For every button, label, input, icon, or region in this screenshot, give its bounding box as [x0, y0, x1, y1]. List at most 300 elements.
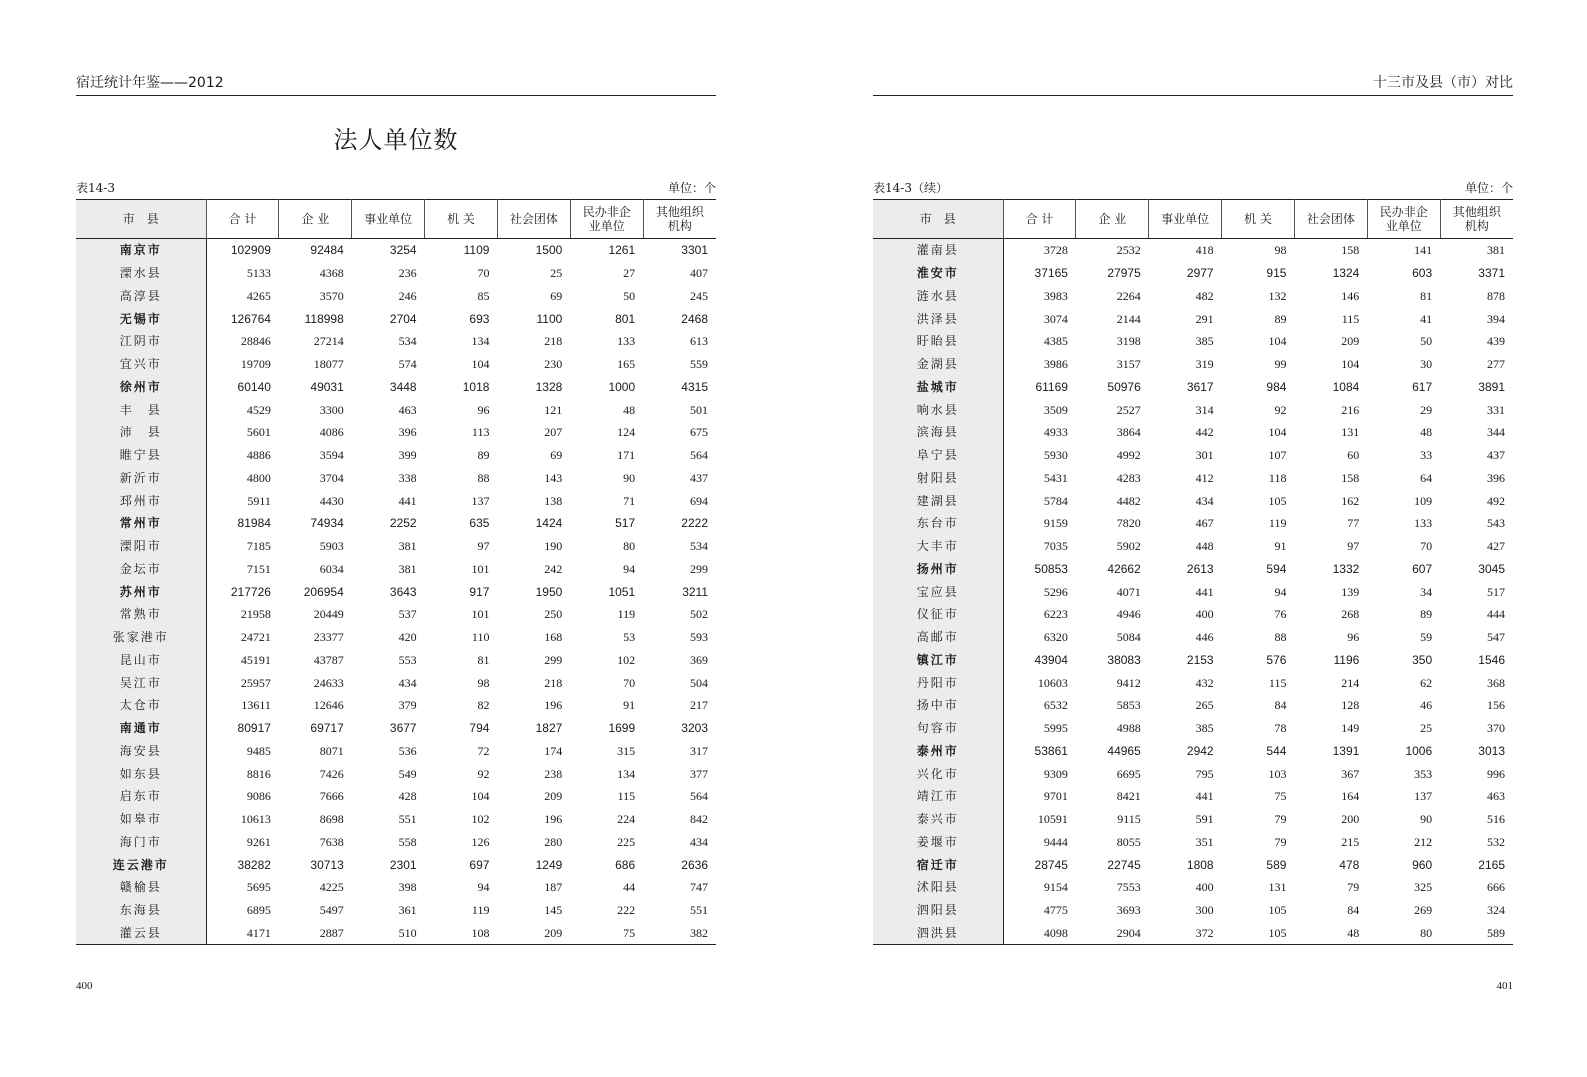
region-name: 姜堰市	[873, 831, 1003, 854]
table-cell: 607	[1412, 561, 1433, 576]
table-cell: 25	[1420, 721, 1433, 736]
table-row	[76, 285, 716, 308]
table-cell: 43904	[1034, 652, 1068, 667]
table-cell: 5930	[1043, 448, 1068, 463]
table-cell: 69	[550, 448, 563, 463]
table-cell: 400	[1195, 880, 1214, 895]
table-row	[873, 671, 1513, 694]
table-row	[76, 512, 716, 535]
table-row	[76, 421, 716, 444]
table-cell: 115	[617, 789, 636, 804]
table-cell: 230	[544, 357, 563, 372]
table-cell: 878	[1487, 288, 1505, 303]
table-cell: 9154	[1043, 880, 1068, 895]
table-cell: 501	[690, 402, 708, 417]
table-cell: 190	[544, 539, 563, 554]
table-cell: 50	[623, 288, 636, 303]
table-cell: 3254	[389, 243, 417, 258]
region-name: 泗阳县	[873, 899, 1003, 922]
running-head: 十三市及县（市）对比	[873, 73, 1513, 96]
table-cell: 4946	[1116, 607, 1141, 622]
table-cell: 1109	[463, 243, 490, 258]
table-row	[76, 580, 716, 603]
table-cell: 6695	[1116, 766, 1141, 781]
table-cell: 4385	[1043, 334, 1068, 349]
table-cell: 225	[617, 834, 636, 849]
region-name: 射阳县	[873, 467, 1003, 490]
column-header-label: 合 计	[1025, 212, 1054, 226]
table-cell: 70	[623, 675, 636, 690]
table-cell: 3704	[319, 470, 344, 485]
table-cell: 9412	[1116, 675, 1141, 690]
table-cell: 4933	[1043, 425, 1068, 440]
table-cell: 2527	[1116, 402, 1141, 417]
region-name: 大丰市	[873, 535, 1003, 558]
table-cell: 420	[398, 630, 417, 645]
table-cell: 4886	[246, 448, 271, 463]
region-name: 灌南县	[873, 239, 1003, 262]
table-cell: 134	[471, 334, 490, 349]
table-cell: 115	[1268, 675, 1287, 690]
table-cell: 9309	[1043, 766, 1068, 781]
table-cell: 96	[477, 402, 490, 417]
table-row	[76, 671, 716, 694]
table-cell: 2532	[1116, 243, 1141, 258]
table-cell: 1391	[1332, 743, 1360, 758]
table-cell: 2264	[1116, 288, 1141, 303]
column-header-label: 其他组织 机构	[655, 205, 704, 233]
table-cell: 7638	[319, 834, 344, 849]
region-name: 无锡市	[76, 307, 206, 330]
table-cell: 1018	[462, 379, 490, 394]
table-cell: 10603	[1037, 675, 1068, 690]
table-cell: 146	[1341, 288, 1360, 303]
table-cell: 686	[615, 857, 636, 872]
table-cell: 434	[1195, 493, 1214, 508]
table-cell: 441	[398, 493, 417, 508]
table-cell: 97	[477, 539, 490, 554]
table-cell: 90	[1420, 812, 1433, 827]
table-cell: 1006	[1405, 743, 1433, 758]
table-row	[76, 535, 716, 558]
table-cell: 589	[1266, 857, 1287, 872]
table-cell: 48	[1420, 425, 1433, 440]
table-cell: 315	[617, 743, 636, 758]
table-cell: 41	[1420, 311, 1433, 326]
table-cell: 549	[398, 766, 417, 781]
table-cell: 666	[1487, 880, 1505, 895]
table-row	[873, 376, 1513, 399]
table-cell: 143	[544, 470, 563, 485]
region-name: 海安县	[76, 740, 206, 763]
table-cell: 18077	[313, 357, 344, 372]
column-header	[1440, 200, 1513, 239]
table-cell: 492	[1487, 493, 1505, 508]
table-cell: 126764	[230, 311, 271, 326]
table-cell: 70	[477, 266, 490, 281]
table-cell: 48	[1347, 925, 1360, 940]
table-cell: 79	[1274, 812, 1287, 827]
table-cell: 50976	[1107, 379, 1141, 394]
table-cell: 131	[1341, 425, 1360, 440]
table-cell: 99	[1274, 357, 1287, 372]
table-cell: 206954	[303, 584, 344, 599]
page-number: 401	[1496, 980, 1513, 992]
table-cell: 94	[1274, 584, 1287, 599]
table-cell: 49031	[310, 379, 344, 394]
table-cell: 76	[1274, 607, 1287, 622]
region-name: 苏州市	[76, 580, 206, 603]
table-cell: 517	[1487, 584, 1505, 599]
table-cell: 50853	[1034, 561, 1068, 576]
table-cell: 504	[690, 675, 708, 690]
table-cell: 27975	[1107, 266, 1141, 281]
table-cell: 38083	[1107, 652, 1141, 667]
table-cell: 591	[1195, 812, 1214, 827]
table-cell: 134	[617, 766, 636, 781]
table-cell: 372	[1195, 925, 1214, 940]
table-cell: 43787	[313, 652, 344, 667]
region-name: 响水县	[873, 398, 1003, 421]
table-cell: 60	[1347, 448, 1360, 463]
table-cell: 319	[1195, 357, 1214, 372]
table-cell: 19709	[240, 357, 271, 372]
running-head: 宿迁统计年鉴——2012	[76, 73, 716, 96]
column-header	[352, 200, 425, 239]
table-cell: 7666	[319, 789, 344, 804]
column-header-label: 社会团体	[509, 212, 558, 226]
table-row	[76, 353, 716, 376]
table-cell: 137	[1414, 789, 1433, 804]
table-row	[76, 785, 716, 808]
region-name: 高淳县	[76, 285, 206, 308]
table-cell: 795	[1195, 766, 1214, 781]
table-cell: 537	[398, 607, 417, 622]
unit-label: 单位：个	[667, 181, 716, 195]
region-name: 沛 县	[76, 421, 206, 444]
table-cell: 90	[623, 470, 636, 485]
table-cell: 463	[398, 402, 417, 417]
table-cell: 478	[1339, 857, 1360, 872]
table-cell: 7426	[319, 766, 344, 781]
table-row	[873, 717, 1513, 740]
table-cell: 418	[1195, 243, 1214, 258]
table-cell: 92	[1274, 402, 1287, 417]
table-row	[76, 239, 716, 262]
table-cell: 3371	[1478, 266, 1505, 281]
table-cell: 89	[1420, 607, 1433, 622]
table-cell: 94	[477, 880, 490, 895]
region-name: 泗洪县	[873, 922, 1003, 945]
region-name: 句容市	[873, 717, 1003, 740]
table-cell: 145	[544, 903, 563, 918]
table-cell: 3300	[319, 402, 344, 417]
region-name: 金湖县	[873, 353, 1003, 376]
column-header-label: 企 业	[1098, 212, 1127, 226]
table-cell: 94	[623, 561, 636, 576]
table-cell: 62	[1420, 675, 1433, 690]
table-cell: 103	[1268, 766, 1287, 781]
column-header-label: 社会团体	[1306, 212, 1355, 226]
table-cell: 434	[690, 834, 708, 849]
table-cell: 3157	[1116, 357, 1141, 372]
table-cell: 5903	[319, 539, 344, 554]
table-cell: 432	[1195, 675, 1214, 690]
table-cell: 215	[1341, 834, 1360, 849]
table-cell: 92	[477, 766, 490, 781]
table-cell: 265	[1195, 698, 1214, 713]
table-cell: 444	[1487, 607, 1505, 622]
table-cell: 118998	[304, 311, 344, 326]
table-cell: 553	[398, 652, 417, 667]
table-cell: 24721	[240, 630, 271, 645]
region-name: 南通市	[76, 717, 206, 740]
region-name: 丰 县	[76, 398, 206, 421]
table-cell: 133	[617, 334, 636, 349]
table-cell: 448	[1195, 539, 1214, 554]
table-cell: 5601	[246, 425, 271, 440]
table-cell: 1261	[608, 243, 636, 258]
table-cell: 102909	[230, 243, 271, 258]
table-cell: 428	[398, 789, 417, 804]
table-cell: 82	[477, 698, 490, 713]
table-cell: 299	[690, 561, 708, 576]
table-cell: 1332	[1332, 561, 1360, 576]
table-cell: 9444	[1043, 834, 1068, 849]
table-cell: 377	[690, 766, 708, 781]
table-cell: 277	[1487, 357, 1505, 372]
table-cell: 510	[398, 925, 417, 940]
table-cell: 149	[1341, 721, 1360, 736]
table-cell: 4315	[681, 379, 708, 394]
left-page	[76, 0, 716, 1077]
table-cell: 532	[1487, 834, 1505, 849]
table-cell: 1196	[1333, 652, 1360, 667]
table-cell: 502	[690, 607, 708, 622]
table-cell: 72	[477, 743, 490, 758]
column-header-label: 事业单位	[1161, 212, 1210, 226]
table-cell: 79	[1274, 834, 1287, 849]
table-cell: 218	[544, 334, 563, 349]
table-row	[873, 603, 1513, 626]
table-cell: 30713	[310, 857, 344, 872]
table-cell: 5995	[1043, 721, 1068, 736]
table-row	[76, 262, 716, 285]
table-cell: 101	[471, 561, 490, 576]
table-cell: 70	[1420, 539, 1433, 554]
table-cell: 437	[690, 470, 708, 485]
region-name: 如皋市	[76, 808, 206, 831]
table-row	[873, 785, 1513, 808]
table-cell: 8816	[246, 766, 271, 781]
table-cell: 2636	[681, 857, 708, 872]
table-cell: 434	[398, 675, 417, 690]
table-cell: 2144	[1116, 311, 1141, 326]
table-cell: 3570	[319, 288, 344, 303]
table-row	[76, 376, 716, 399]
table-cell: 574	[398, 357, 417, 372]
table-cell: 697	[469, 857, 490, 872]
table-cell: 242	[544, 561, 563, 576]
table-cell: 89	[477, 448, 490, 463]
table-row	[873, 398, 1513, 421]
table-cell: 3045	[1478, 561, 1505, 576]
table-cell: 131	[1268, 880, 1287, 895]
table-cell: 33	[1420, 448, 1433, 463]
table-cell: 5084	[1116, 630, 1141, 645]
table-cell: 517	[615, 516, 636, 531]
region-name: 盐城市	[873, 376, 1003, 399]
table-cell: 4800	[246, 470, 271, 485]
table-row	[873, 922, 1513, 945]
table-cell: 20449	[313, 607, 344, 622]
table-cell: 381	[398, 561, 417, 576]
table-cell: 984	[1266, 379, 1287, 394]
table-cell: 27	[623, 266, 636, 281]
table-cell: 104	[1341, 357, 1360, 372]
table-cell: 4430	[319, 493, 344, 508]
table-cell: 209	[544, 925, 563, 940]
table-cell: 119	[617, 607, 636, 622]
region-name: 沭阳县	[873, 876, 1003, 899]
region-name: 涟水县	[873, 285, 1003, 308]
table-cell: 412	[1195, 470, 1214, 485]
table-cell: 551	[690, 903, 708, 918]
table-cell: 5784	[1043, 493, 1068, 508]
table-cell: 269	[1414, 903, 1433, 918]
table-cell: 5133	[246, 266, 271, 281]
table-cell: 216	[1341, 402, 1360, 417]
column-header	[1076, 200, 1149, 239]
table-cell: 46	[1420, 698, 1433, 713]
table-cell: 224	[617, 812, 636, 827]
table-cell: 104	[1268, 334, 1287, 349]
table-cell: 2704	[389, 311, 417, 326]
table-cell: 917	[469, 584, 490, 599]
table-cell: 551	[398, 812, 417, 827]
table-cell: 4171	[246, 925, 271, 940]
region-name: 滨海县	[873, 421, 1003, 444]
region-name: 常熟市	[76, 603, 206, 626]
column-header	[643, 200, 716, 239]
table-cell: 9701	[1043, 789, 1068, 804]
table-cell: 60140	[237, 379, 271, 394]
table-cell: 4775	[1043, 903, 1068, 918]
table-cell: 6532	[1043, 698, 1068, 713]
table-cell: 34	[1420, 584, 1433, 599]
column-header	[206, 200, 279, 239]
table-cell: 300	[1195, 903, 1214, 918]
column-header	[279, 200, 352, 239]
table-cell: 2468	[681, 311, 708, 326]
table-cell: 236	[398, 266, 417, 281]
table-cell: 301	[1195, 448, 1214, 463]
table-cell: 77	[1347, 516, 1360, 531]
table-cell: 3211	[682, 584, 708, 599]
table-cell: 4283	[1116, 470, 1141, 485]
table-cell: 613	[690, 334, 708, 349]
table-cell: 196	[544, 812, 563, 827]
table-cell: 4225	[319, 880, 344, 895]
table-cell: 105	[1268, 493, 1287, 508]
region-name: 徐州市	[76, 376, 206, 399]
table-cell: 317	[690, 743, 708, 758]
table-cell: 6223	[1043, 607, 1068, 622]
table-cell: 105	[1268, 903, 1287, 918]
table-cell: 38282	[237, 857, 271, 872]
table-cell: 635	[469, 516, 490, 531]
table-cell: 212	[1414, 834, 1433, 849]
table-cell: 124	[617, 425, 636, 440]
table-cell: 5911	[247, 493, 271, 508]
column-header	[1149, 200, 1222, 239]
table-cell: 5853	[1116, 698, 1141, 713]
table-cell: 138	[544, 493, 563, 508]
table-cell: 576	[1266, 652, 1287, 667]
table-row	[873, 694, 1513, 717]
table-cell: 379	[398, 698, 417, 713]
table-cell: 22745	[1107, 857, 1141, 872]
table-cell: 81	[1420, 288, 1433, 303]
table-cell: 1324	[1332, 266, 1360, 281]
table-meta	[76, 180, 716, 196]
table-cell: 314	[1195, 402, 1214, 417]
table-cell: 75	[623, 925, 636, 940]
region-name: 海门市	[76, 831, 206, 854]
table-cell: 3728	[1043, 243, 1068, 258]
table-id: 表14-3	[76, 181, 115, 195]
table-row	[76, 694, 716, 717]
table-cell: 536	[398, 743, 417, 758]
table-cell: 3448	[389, 379, 417, 394]
table-cell: 7185	[246, 539, 271, 554]
region-name: 新沂市	[76, 467, 206, 490]
table-cell: 361	[398, 903, 417, 918]
table-cell: 603	[1412, 266, 1433, 281]
table-cell: 139	[1341, 584, 1360, 599]
table-header-row	[873, 200, 1513, 239]
table-cell: 21958	[240, 607, 271, 622]
region-name: 吴江市	[76, 671, 206, 694]
region-name: 宝应县	[873, 580, 1003, 603]
table-cell: 325	[1414, 880, 1433, 895]
table-cell: 7553	[1116, 880, 1141, 895]
table-cell: 441	[1195, 584, 1214, 599]
column-header	[1222, 200, 1295, 239]
table-row	[873, 307, 1513, 330]
table-cell: 543	[1487, 516, 1505, 531]
table-cell: 45191	[240, 652, 271, 667]
table-row	[873, 853, 1513, 876]
region-name: 泰兴市	[873, 808, 1003, 831]
region-name: 溧水县	[76, 262, 206, 285]
data-table	[76, 199, 716, 945]
table-row	[76, 717, 716, 740]
table-cell: 5296	[1043, 584, 1068, 599]
table-cell: 1546	[1478, 652, 1505, 667]
table-cell: 367	[1341, 766, 1360, 781]
table-cell: 69	[550, 288, 563, 303]
region-name: 盱眙县	[873, 330, 1003, 353]
table-cell: 3203	[681, 721, 708, 736]
table-cell: 344	[1487, 425, 1505, 440]
table-cell: 171	[617, 448, 636, 463]
table-row	[873, 876, 1513, 899]
table-row	[873, 467, 1513, 490]
table-cell: 351	[1195, 834, 1214, 849]
table-cell: 209	[1341, 334, 1360, 349]
table-row	[76, 467, 716, 490]
